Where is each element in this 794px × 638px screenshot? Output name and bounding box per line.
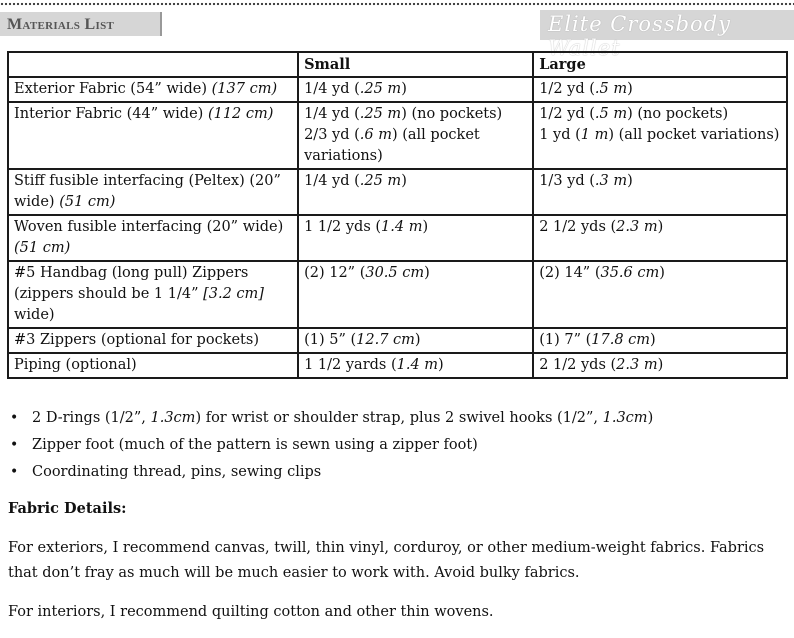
quantity-line <box>539 125 781 146</box>
quantity-line <box>539 355 781 376</box>
quantity-note: ) <box>650 332 656 348</box>
small-size-cell <box>298 353 533 378</box>
material-item-cell <box>8 261 298 328</box>
quantity-line <box>304 355 527 376</box>
quantity-imperial: (2) 12” ( <box>304 265 366 281</box>
column-header-item <box>8 52 298 77</box>
quantity-note: ) <box>414 332 421 348</box>
quantity-line <box>304 263 527 284</box>
small-size-cell <box>298 261 533 328</box>
section-label: Materials List <box>7 16 115 33</box>
quantity-note: ) (no pockets) <box>627 106 729 122</box>
column-header-large: Large <box>533 52 787 77</box>
material-item-cell <box>8 215 298 261</box>
quantity-metric: 35.6 cm <box>600 265 660 281</box>
quantity-note: ) <box>659 265 665 281</box>
quantity-line <box>539 217 781 238</box>
material-item-metric: (112 cm) <box>207 106 274 122</box>
large-size-cell <box>533 102 787 169</box>
material-item-text: #5 Handbag (long pull) Zippers (zippers should be 1 1/4” <box>14 265 249 302</box>
quantity-line <box>304 104 527 125</box>
quantity-line <box>304 171 527 192</box>
quantity-line <box>304 217 527 238</box>
material-item-cell <box>8 102 298 169</box>
small-size-cell <box>298 215 533 261</box>
list-item <box>8 435 653 456</box>
material-item-text: Stiff fusible interfacing (Peltex) (20” wide) <box>14 173 281 210</box>
quantity-metric: 1.4 m <box>381 219 423 235</box>
small-size-cell <box>298 169 533 215</box>
quantity-note: ) <box>657 219 664 235</box>
fabric-details-paragraph-exteriors: For exteriors, I recommend canvas, twill, thin vinyl, corduroy, or other medium-weight fabrics. Fabrics that don’t fray as much will be much easier to work with. Avoid bulky fabrics. <box>8 540 765 581</box>
quantity-imperial: (1) 5” ( <box>304 332 357 348</box>
quantity-line <box>539 79 781 100</box>
quantity-note: ) <box>657 357 664 373</box>
small-size-cell <box>298 328 533 353</box>
quantity-metric: 2.3 m <box>616 219 658 235</box>
quantity-metric: 2.3 m <box>616 357 658 373</box>
quantity-imperial: 1/3 yd ( <box>539 173 595 189</box>
quantity-imperial: 1/4 yd ( <box>304 81 360 97</box>
large-size-cell <box>533 215 787 261</box>
pattern-title-tab <box>540 10 794 60</box>
bullet-text: 2 D-rings (1/2”, <box>32 410 151 426</box>
quantity-note: ) (all pocket variations) <box>304 127 480 164</box>
quantity-metric: 30.5 cm <box>365 265 425 281</box>
quantity-imperial: 1 1/2 yards ( <box>304 357 397 373</box>
material-item-cell <box>8 353 298 378</box>
fabric-details-heading: Fabric Details: <box>8 500 127 517</box>
quantity-metric: 17.8 cm <box>591 332 651 348</box>
material-item-metric: [3.2 cm] <box>203 286 264 302</box>
large-size-cell <box>533 328 787 353</box>
quantity-metric: 1.4 m <box>396 357 439 373</box>
large-size-cell <box>533 353 787 378</box>
fabric-details-paragraph-interiors: For interiors, I recommend quilting cotton and other thin wovens. <box>8 604 494 620</box>
materials-table-body <box>8 77 787 378</box>
quantity-line <box>539 263 781 284</box>
quantity-metric: .25 m <box>359 173 402 189</box>
bullet-text: ) for wrist or shoulder strap, plus 2 swivel hooks (1/2”, <box>195 410 603 426</box>
table-header-row <box>8 52 787 77</box>
list-item <box>8 462 653 483</box>
small-size-cell <box>298 77 533 102</box>
material-item-cell <box>8 77 298 102</box>
quantity-imperial: 1 1/2 yds ( <box>304 219 382 235</box>
quantity-note: ) (all pocket variations) <box>608 127 780 143</box>
column-header-small: Small <box>298 52 533 77</box>
material-item-text: Woven fusible interfacing (20” wide) <box>14 219 284 235</box>
material-item-text-tail: wide) <box>14 307 55 323</box>
quantity-note: ) <box>422 219 429 235</box>
quantity-metric: .25 m <box>359 81 402 97</box>
pattern-title: Elite Crossbody Wallet <box>548 12 731 60</box>
bullet-text: ) <box>647 410 654 426</box>
quantity-metric: .5 m <box>594 106 628 122</box>
bullet-text: Zipper foot (much of the pattern is sewn using a zipper foot) <box>32 437 478 453</box>
quantity-imperial: (2) 14” ( <box>539 265 601 281</box>
table-row <box>8 353 787 378</box>
quantity-imperial: 1/2 yd ( <box>539 106 595 122</box>
quantity-note: ) <box>438 357 444 373</box>
quantity-line <box>539 104 781 125</box>
bullet-metric: 1.3cm <box>602 410 648 426</box>
quantity-metric: .5 m <box>594 81 628 97</box>
quantity-note: ) <box>401 81 407 97</box>
quantity-note: ) <box>627 81 633 97</box>
bullet-text: Coordinating thread, pins, sewing clips <box>32 464 322 480</box>
quantity-line <box>539 330 781 351</box>
large-size-cell <box>533 77 787 102</box>
quantity-imperial: 1 yd ( <box>539 127 581 143</box>
material-item-text: Exterior Fabric (54” wide) <box>14 81 212 97</box>
material-item-cell <box>8 169 298 215</box>
quantity-metric: 12.7 cm <box>356 332 415 348</box>
material-item-text: Interior Fabric (44” wide) <box>14 106 208 122</box>
quantity-line <box>304 79 527 100</box>
material-item-text: Piping (optional) <box>14 357 137 373</box>
quantity-metric: 1 m <box>580 127 609 143</box>
table-row <box>8 169 787 215</box>
table-row <box>8 215 787 261</box>
quantity-note: ) <box>627 173 633 189</box>
quantity-line <box>304 330 527 351</box>
table-row <box>8 77 787 102</box>
quantity-imperial: 1/4 yd ( <box>304 106 360 122</box>
quantity-note: ) <box>424 265 430 281</box>
material-item-metric: (51 cm) <box>59 194 116 210</box>
quantity-imperial: 1/2 yd ( <box>539 81 595 97</box>
quantity-line <box>539 171 781 192</box>
table-row <box>8 102 787 169</box>
quantity-metric: .25 m <box>359 106 402 122</box>
quantity-note: ) <box>401 173 407 189</box>
quantity-imperial: 2/3 yd ( <box>304 127 360 143</box>
supply-bullet-list <box>8 408 653 489</box>
material-item-text: #3 Zippers (optional for pockets) <box>14 332 259 348</box>
material-item-metric: (137 cm) <box>211 81 278 97</box>
table-row <box>8 261 787 328</box>
small-size-cell <box>298 102 533 169</box>
table-row <box>8 328 787 353</box>
large-size-cell <box>533 169 787 215</box>
quantity-note: ) (no pockets) <box>401 106 503 122</box>
page-header <box>0 8 794 60</box>
list-item <box>8 408 653 429</box>
quantity-metric: .3 m <box>594 173 628 189</box>
bullet-metric: 1.3cm <box>150 410 196 426</box>
material-item-metric: (51 cm) <box>14 240 71 256</box>
material-item-cell <box>8 328 298 353</box>
section-label-tab <box>0 12 162 36</box>
quantity-imperial: (1) 7” ( <box>539 332 592 348</box>
quantity-line <box>304 125 527 167</box>
dotted-top-border <box>0 2 794 6</box>
quantity-metric: .6 m <box>359 127 392 143</box>
materials-table <box>7 51 788 379</box>
quantity-imperial: 1/4 yd ( <box>304 173 360 189</box>
quantity-imperial: 2 1/2 yds ( <box>539 219 617 235</box>
large-size-cell <box>533 261 787 328</box>
quantity-imperial: 2 1/2 yds ( <box>539 357 617 373</box>
